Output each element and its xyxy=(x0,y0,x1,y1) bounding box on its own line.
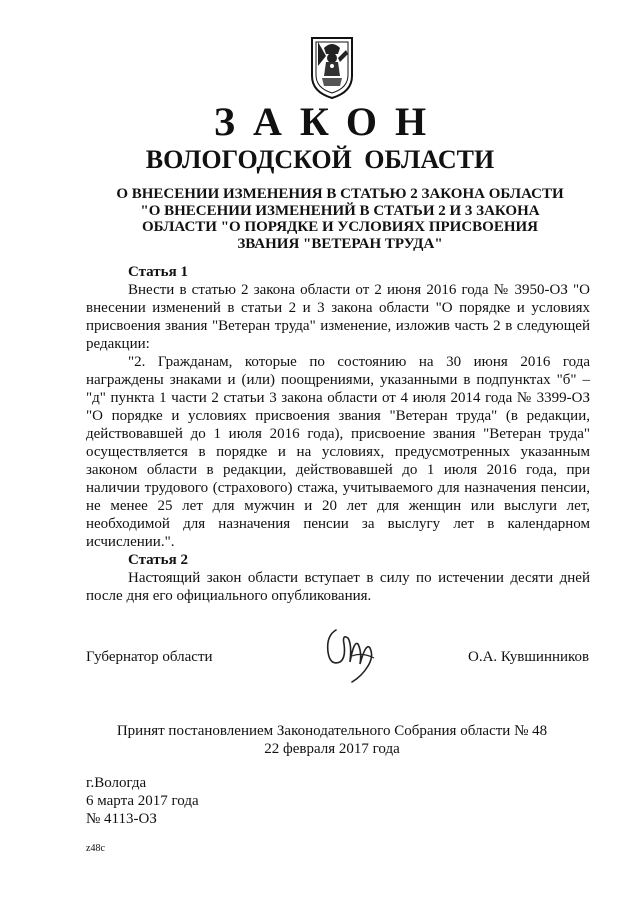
article-1-heading: Статья 1 xyxy=(128,264,188,280)
governor-position: Губернатор области xyxy=(86,649,213,665)
governor-name: О.А. Кувшинников xyxy=(468,649,590,665)
article-2-text: Настоящий закон области вступает в силу по истечении десяти дней после дня его официального опубликования. xyxy=(86,570,590,604)
article-1-quote: "2. Гражданам, которые по состоянию на 30 июня 2016 года награждены знаками и (или) поощрениями, указанными в подпунктах "б" – "д" пункта 1 части 2 статьи 3 закона области от 4 июля 2014 года № 3399-ОЗ "О порядке и условиях присвоения звания "Ветеран труда" (в редакции, действовавшей до 1 июля 2016 года), присвоение звания "Ветеран труда" осуществляется в порядке и на условиях, предусмотренных указанным законом области в редакции, действовавшей до 1 июля 2016 года, при наличии трудового (страхового) стажа, учитываемого для назначения пенсии, не менее 25 лет для мужчин и 20 лет для женщин или выслуги лет, необходимой для назначения пенсии за выслугу лет в календарном исчислении.". xyxy=(86,354,590,550)
region-title: ВОЛОГОДСКОЙ ОБЛАСТИ xyxy=(145,145,495,174)
law-title: ЗАКОН xyxy=(213,99,445,144)
coat-of-arms-icon xyxy=(310,36,354,100)
handwritten-signature xyxy=(322,622,384,686)
article-2-heading: Статья 2 xyxy=(128,552,188,568)
article-1-intro: Внести в статью 2 закона области от 2 июня 2016 года № 3950-ОЗ "О внесении изменений в статьи 2 и 3 закона области "О порядке и условиях присвоения звания "Ветеран труда" изменение, изложив часть 2 в следующей редакции: xyxy=(86,282,590,352)
law-number: № 4113-ОЗ xyxy=(86,811,157,827)
law-subtitle: О ВНЕСЕНИИ ИЗМЕНЕНИЯ В СТАТЬЮ 2 ЗАКОНА ОБЛАСТИ "О ВНЕСЕНИИ ИЗМЕНЕНИЙ В СТАТЬИ 2 И 3 ЗАКОНА ОБЛАСТИ "О ПОРЯДКЕ И УСЛОВИЯХ ПРИСВОЕНИЯ ЗВАНИЯ "ВЕТЕРАН ТРУДА" xyxy=(116,186,564,252)
adoption-resolution: Принят постановлением Законодательного Собрания области № 48 xyxy=(116,723,548,739)
signing-date: 6 марта 2017 года xyxy=(86,793,199,809)
city: г.Вологда xyxy=(86,775,147,791)
adoption-date: 22 февраля 2017 года xyxy=(264,741,400,757)
document-code: z48c xyxy=(86,843,105,854)
